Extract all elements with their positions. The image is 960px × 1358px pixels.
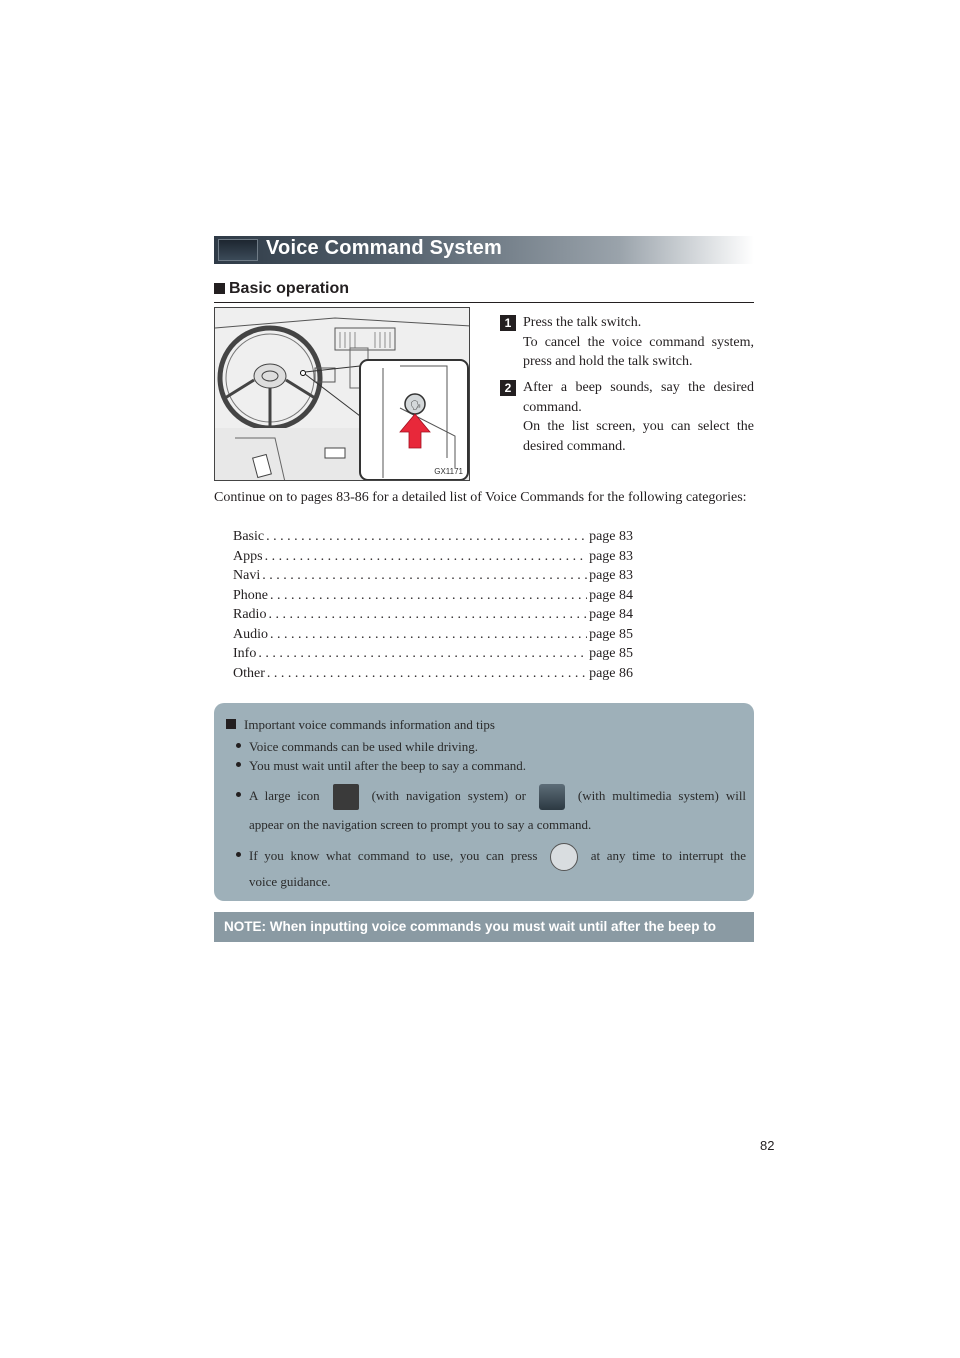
page-reference: page 83 — [589, 568, 633, 583]
figure-code: GX1171 — [434, 467, 463, 476]
tip-text: (with multimedia system) will — [577, 788, 747, 803]
bullet-icon — [236, 762, 241, 767]
step-2-line-1: After a beep sounds, say the desired command. — [523, 380, 754, 415]
tip-item — [236, 755, 746, 776]
category-name: Apps — [233, 548, 263, 564]
page-title: Voice Command System — [266, 237, 502, 259]
list-item[interactable] — [233, 644, 633, 664]
tip-text: appear on the navigation screen to prompt you to say a command. — [249, 817, 592, 833]
page-number: 82 — [760, 1138, 775, 1153]
intro-paragraph: Continue on to pages 83-86 for a detailed list of Voice Commands for the following categories: — [214, 490, 747, 505]
page-reference: page 84 — [589, 607, 633, 622]
list-item[interactable] — [233, 566, 633, 586]
list-item[interactable] — [233, 625, 633, 645]
note-bar: NOTE: When inputting voice commands you must wait until after the beep to speak. — [214, 912, 754, 942]
tip-text: Voice commands can be used while driving. — [249, 739, 479, 754]
section-heading — [214, 280, 754, 303]
list-item[interactable] — [233, 527, 633, 547]
title-thumbnail — [218, 239, 258, 261]
page-reference: page 85 — [589, 646, 633, 661]
page-reference: page 83 — [589, 548, 633, 564]
tip-item-icons — [236, 783, 746, 835]
tip-item — [236, 736, 746, 757]
category-name: Other — [233, 665, 265, 681]
list-item[interactable] — [233, 586, 633, 606]
step-2-badge: 2 — [500, 380, 516, 396]
page-reference: page 84 — [589, 587, 633, 603]
list-item[interactable] — [233, 547, 633, 567]
bullet-icon — [236, 743, 241, 748]
microphone-icon — [539, 784, 565, 810]
svg-text:🗣: 🗣 — [410, 401, 422, 411]
tips-heading — [226, 717, 495, 733]
step-1-text — [523, 313, 754, 372]
tip-text: (with navigation system) or — [371, 788, 526, 803]
tip-text: You must wait until after the beep to say a command. — [249, 758, 527, 773]
tips-box — [214, 703, 754, 901]
tip-text: If you know what command to use, you can press — [249, 848, 538, 863]
step-1-line-1: Press the talk switch. — [523, 315, 642, 330]
tips-heading-text: Important voice commands information and tips — [244, 717, 495, 732]
tip-text: voice guidance. — [249, 874, 331, 890]
step-2-line-2: On the list screen, you can select the desired command. — [523, 419, 754, 454]
voice-recognition-navigation-icon — [333, 784, 359, 810]
dashboard-drawing — [215, 308, 470, 481]
list-item[interactable] — [233, 605, 633, 625]
category-name: Basic — [233, 529, 265, 544]
category-name: Radio — [233, 607, 267, 622]
square-bullet-icon — [226, 719, 236, 729]
tip-text: at any time to interrupt the — [590, 848, 747, 863]
page-reference: page 86 — [589, 665, 633, 681]
tip-text: A large icon — [249, 788, 320, 803]
section-title-bar — [214, 236, 754, 264]
category-name: Navi — [233, 568, 261, 583]
page-reference: page 85 — [589, 626, 633, 642]
step-2-text — [523, 378, 754, 456]
section-heading-text: Basic operation — [229, 280, 350, 297]
category-name: Phone — [233, 587, 268, 603]
bullet-icon — [236, 852, 241, 857]
step-1-line-2: To cancel the voice command system, press and hold the talk switch. — [523, 334, 754, 369]
tip-item-talk — [236, 843, 746, 892]
list-item[interactable] — [233, 664, 633, 684]
page-reference: page 83 — [589, 529, 633, 544]
category-name: Info — [233, 646, 257, 661]
steering-wheel-illustration — [214, 307, 470, 481]
category-name: Audio — [233, 626, 268, 642]
square-bullet-icon — [214, 283, 225, 294]
command-category-list — [233, 527, 633, 683]
step-1-badge: 1 — [500, 315, 516, 331]
bullet-icon — [236, 792, 241, 797]
talk-switch-icon — [550, 843, 578, 871]
